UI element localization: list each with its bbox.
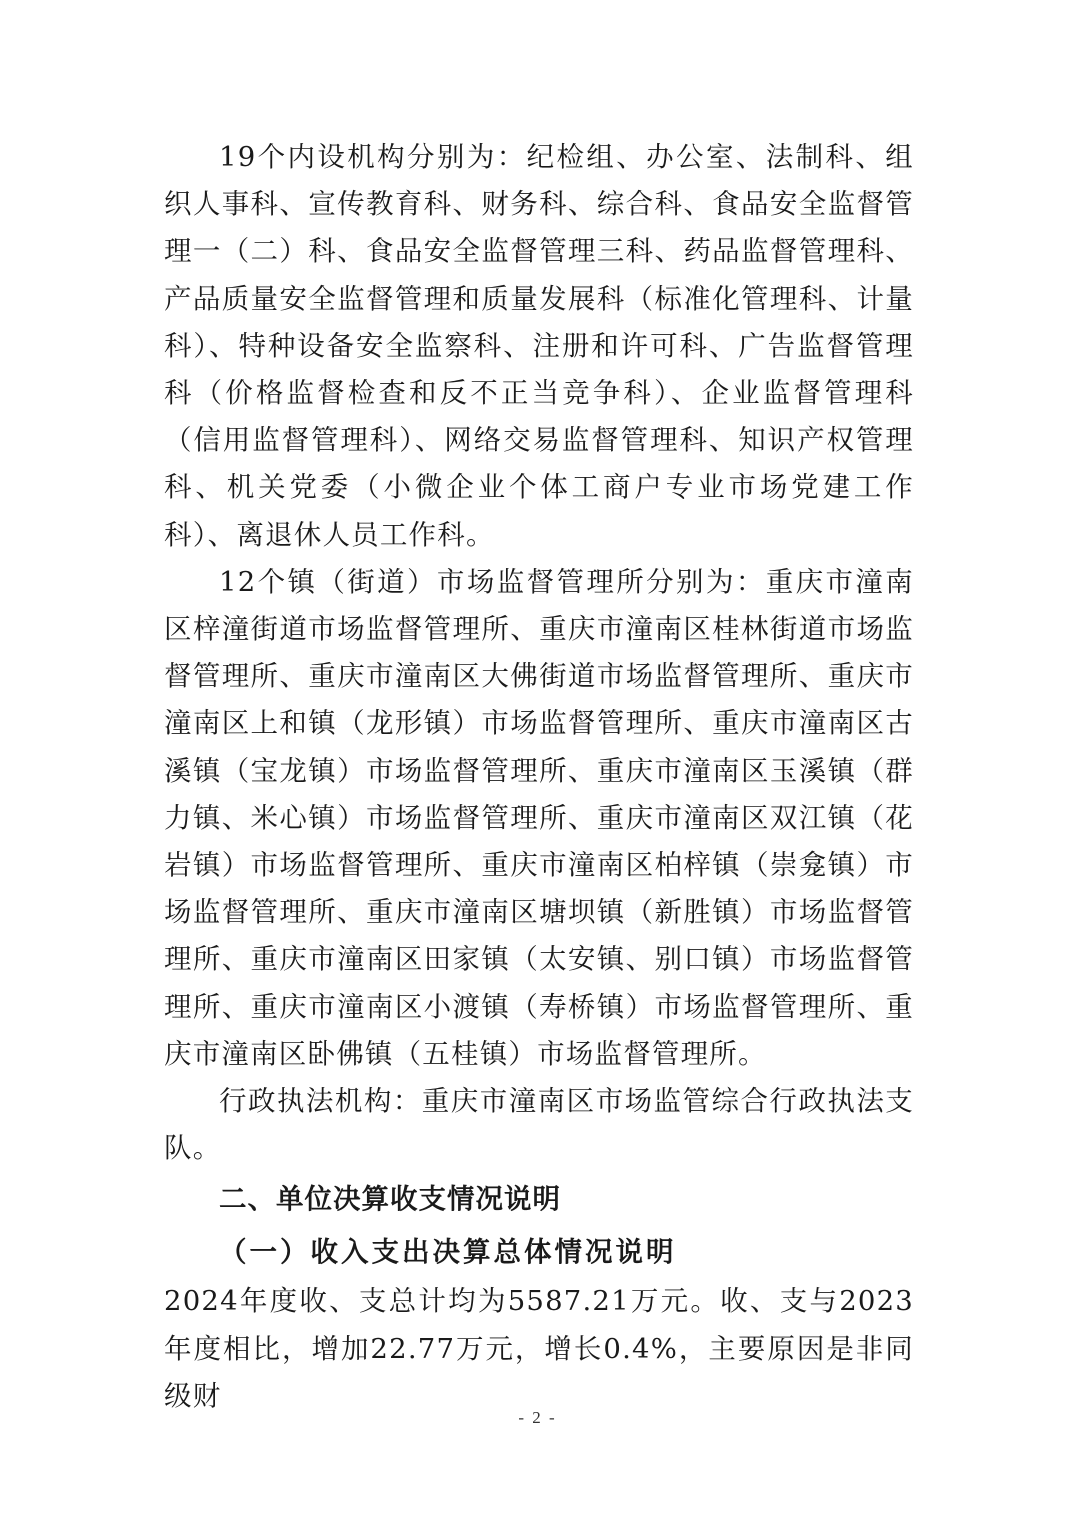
- paragraph-town-offices: 12个镇（街道）市场监督管理所分别为：重庆市潼南区梓潼街道市场监督管理所、重庆市潼南区桂林街道市场监督管理所、重庆市潼南区大佛街道市场监督管理所、重庆市潼南区上和镇（龙形镇）市场监督管理所、重庆市潼南区古溪镇（宝龙镇）市场监督管理所、重庆市潼南区玉溪镇（群力镇、米心镇）市场监督管理所、重庆市潼南区双江镇（花岩镇）市场监督管理所、重庆市潼南区柏梓镇（崇龛镇）市场监督管理所、重庆市潼南区塘坝镇（新胜镇）市场监督管理所、重庆市潼南区田家镇（太安镇、别口镇）市场监督管理所、重庆市潼南区小渡镇（寿桥镇）市场监督管理所、重庆市潼南区卧佛镇（五桂镇）市场监督管理所。: [164, 565, 914, 1070]
- page-number: - 2 -: [518, 1408, 557, 1427]
- document-body: [164, 134, 914, 1420]
- section-heading: 二、单位决算收支情况说明: [219, 1183, 561, 1216]
- subsection-heading: （一）收入支出决算总体情况说明: [219, 1236, 677, 1269]
- paragraph-internal-institutions: 19个内设机构分别为：纪检组、办公室、法制科、组织人事科、宣传教育科、财务科、综合科、食品安全监督管理一（二）科、食品安全监督管理三科、药品监督管理科、产品质量安全监督管理和质量发展科（标准化管理科、计量科）、特种设备安全监察科、注册和许可科、广告监督管理科（价格监督检查和反不正当竞争科）、企业监督管理科（信用监督管理科）、网络交易监督管理科、知识产权管理科、机关党委（小微企业个体工商户专业市场党建工作科）、离退休人员工作科。: [164, 141, 914, 551]
- paragraph-summary: 2024年度收、支总计均为5587.21万元。收、支与2023年度相比，增加22.77万元，增长0.4%，主要原因是非同级财: [164, 1285, 914, 1412]
- paragraph-enforcement: 行政执法机构：重庆市潼南区市场监管综合行政执法支队。: [164, 1085, 914, 1165]
